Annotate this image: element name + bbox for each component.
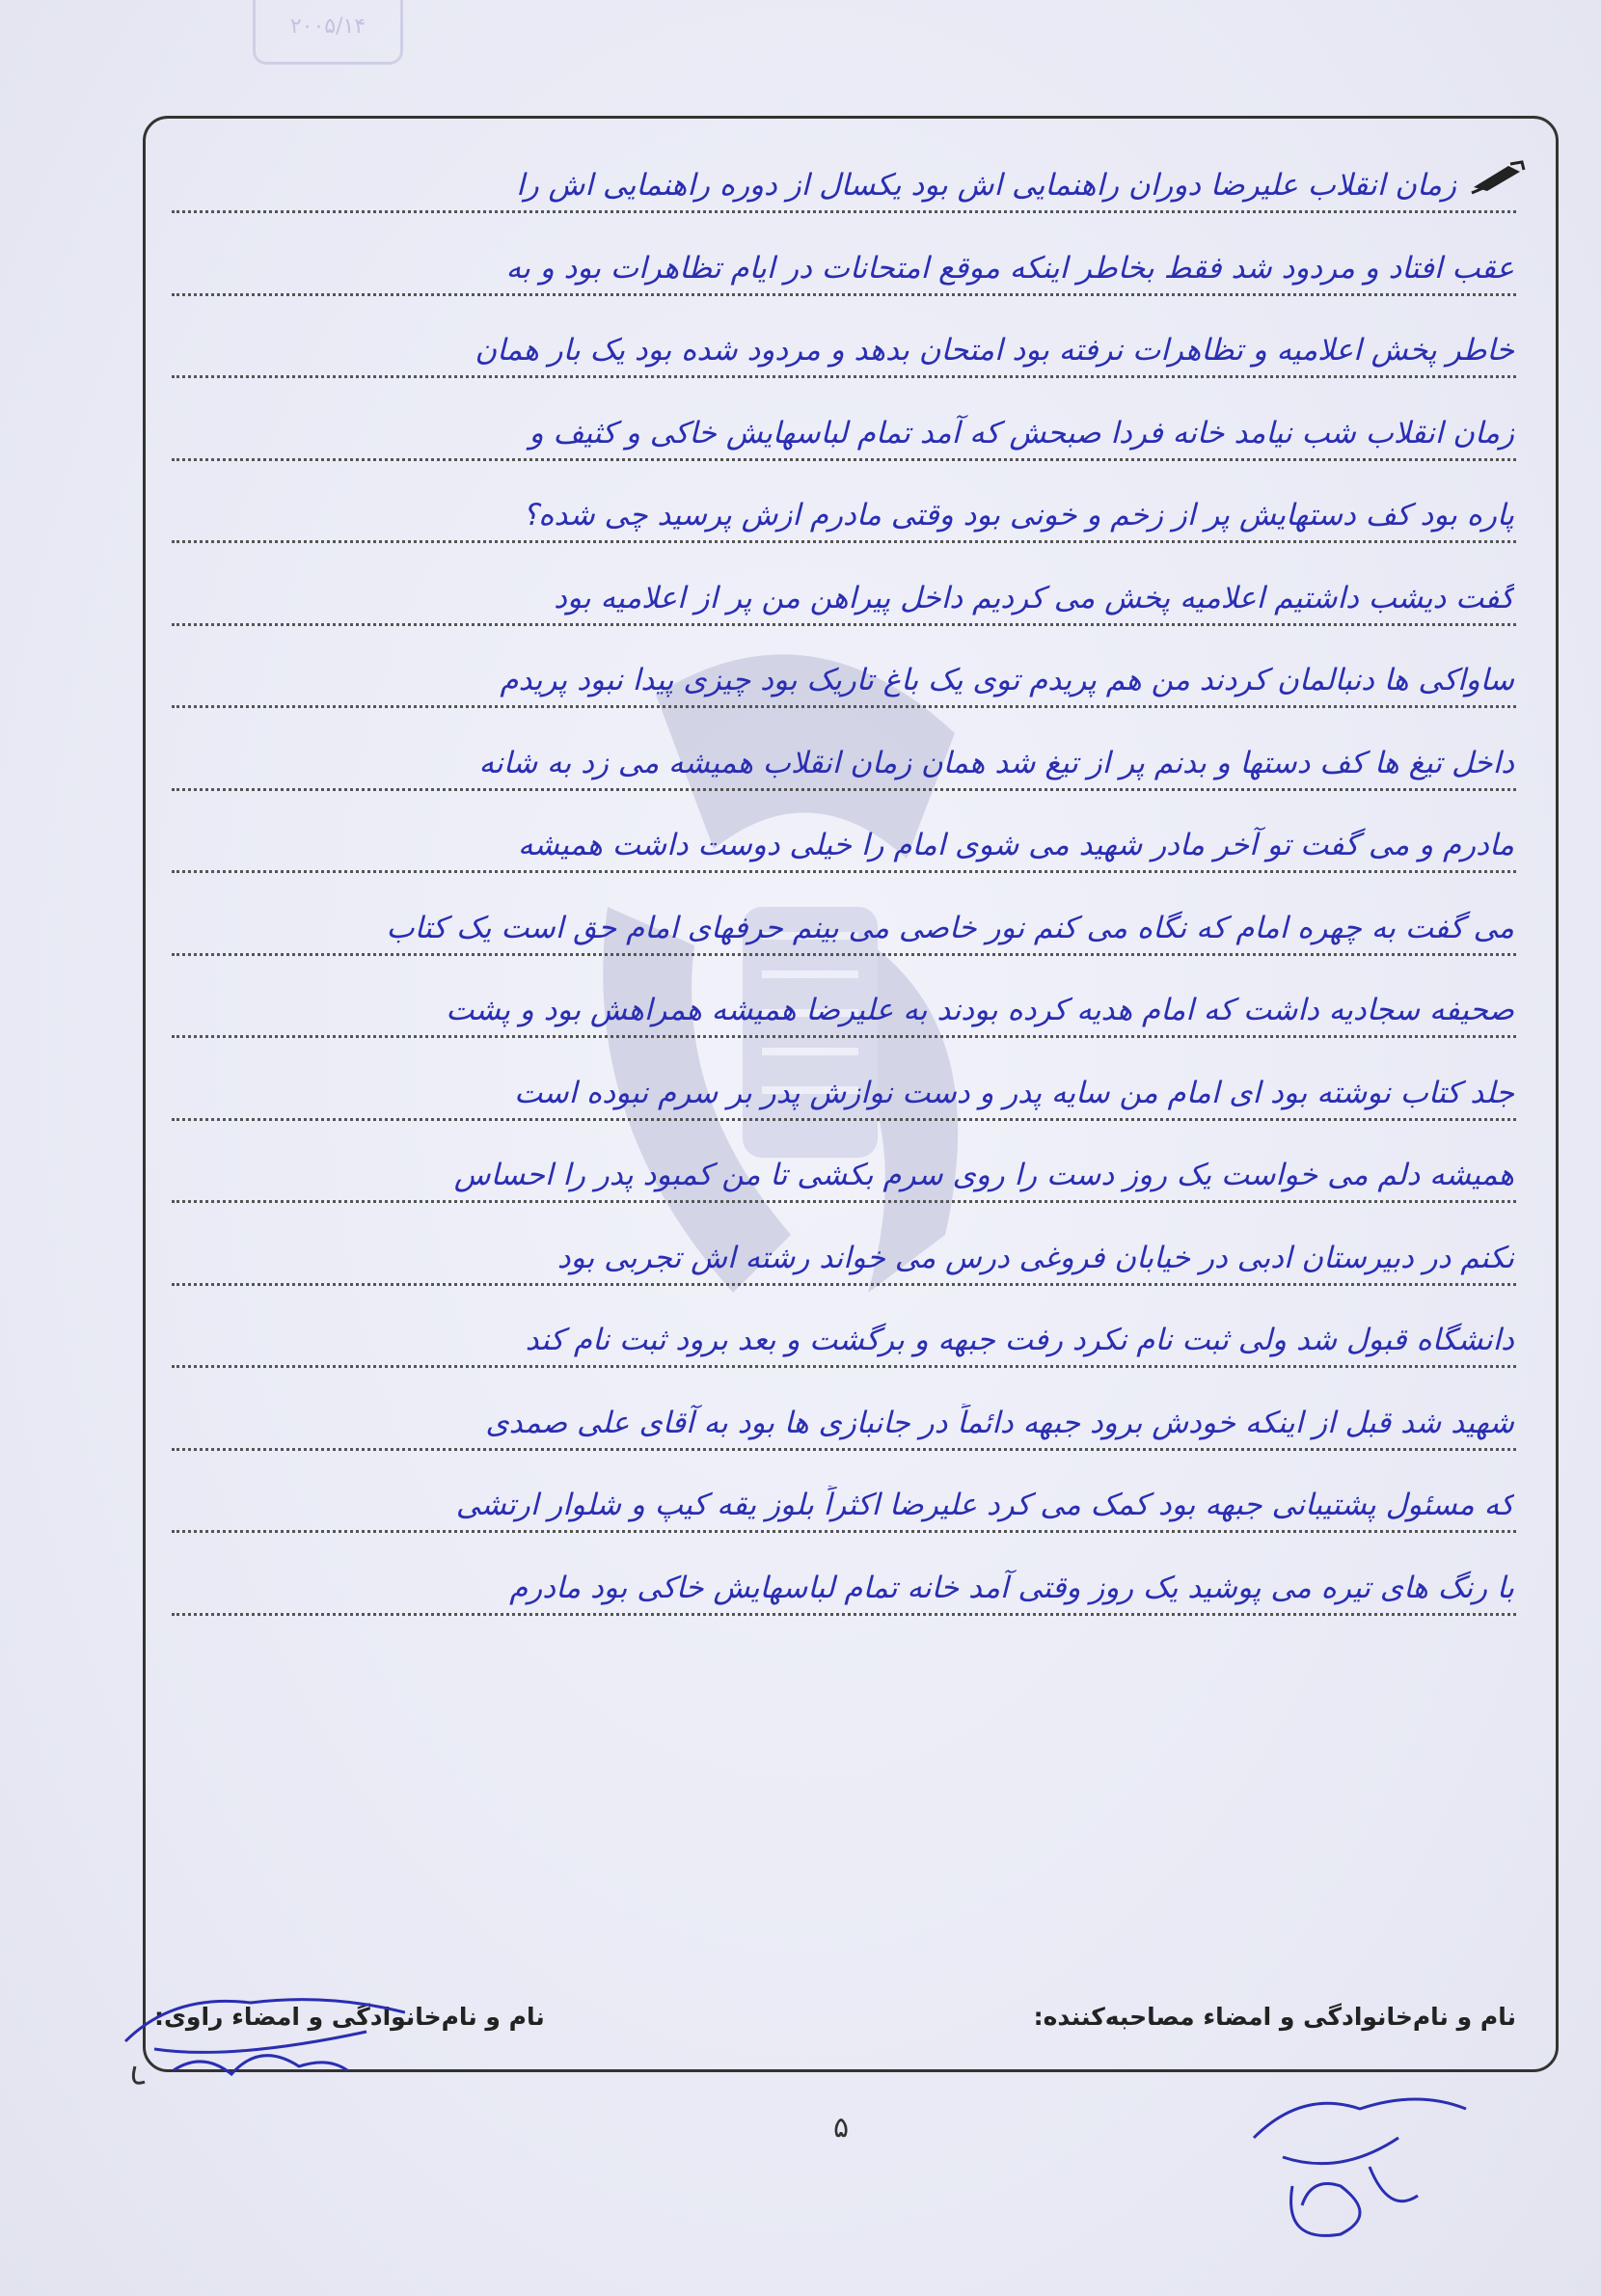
handwritten-line: زمان انقلاب علیرضا دوران راهنمایی اش بود یکسال از دوره راهنمایی اش را: [516, 168, 1456, 203]
dotted-rule: [172, 1448, 1516, 1451]
pen-icon: [1470, 158, 1526, 195]
handwritten-line: پاره بود کف دستهایش پر از زخم و خونی بود وقتی مادرم ازش پرسید چی شده؟: [522, 498, 1514, 533]
handwritten-line: که مسئول پشتیبانی جبهه بود کمک می کرد علیرضا اکثراً بلوز یقه کیپ و شلوار ارتشی: [455, 1488, 1514, 1522]
dotted-rule: [172, 375, 1516, 378]
dotted-rule: [172, 705, 1516, 708]
handwritten-line: مادرم و می گفت تو آخر مادر شهید می شوی امام را خیلی دوست داشت همیشه: [517, 828, 1514, 862]
dotted-rule: [172, 1035, 1516, 1038]
archive-stamp: ۲۰۰۵/۱۴: [253, 0, 403, 65]
dotted-rule: [172, 293, 1516, 296]
dotted-rule: [172, 1613, 1516, 1616]
handwritten-line: گفت دیشب داشتیم اعلامیه پخش می کردیم داخل پیراهن من پر از اعلامیه بود: [554, 580, 1514, 615]
handwritten-line: می گفت به چهره امام که نگاه می کنم نور خاصی می بینم حرفهای امام حق است یک کتاب: [386, 910, 1514, 945]
handwritten-line: دانشگاه قبول شد ولی ثبت نام نکرد رفت جبهه و برگشت و بعد برود ثبت نام کند: [525, 1323, 1514, 1357]
dotted-rule: [172, 870, 1516, 873]
dotted-rule: [172, 540, 1516, 543]
dotted-rule: [172, 1530, 1516, 1533]
interviewer-signature-label: نام و نام‌خانوادگی و امضاء مصاحبه‌کننده:: [1033, 2003, 1516, 2031]
interviewer-signature: [1225, 2070, 1476, 2263]
handwritten-line: ساواکی ها دنبالمان کردند من هم پریدم توی یک باغ تاریک بود چیزی پیدا نبود پریدم: [500, 663, 1514, 697]
narrator-signature: [116, 1974, 405, 2090]
handwritten-line: داخل تیغ ها کف دستها و بدنم پر از تیغ شد همان زمان انقلاب همیشه می زد به شانه: [478, 745, 1514, 780]
dotted-rule: [172, 1118, 1516, 1121]
dotted-rule: [172, 210, 1516, 213]
dotted-rule: [172, 1200, 1516, 1203]
dotted-rule: [172, 953, 1516, 956]
dotted-rule: [172, 1365, 1516, 1368]
handwritten-line: جلد کتاب نوشته بود ای امام من سایه پدر و دست نوازش پدر بر سرم نبوده است: [514, 1075, 1514, 1110]
handwritten-line: با رنگ های تیره می پوشید یک روز وقتی آمد خانه تمام لباسهایش خاکی بود مادرم: [509, 1570, 1514, 1605]
handwritten-line: زمان انقلاب شب نیامد خانه فردا صبحش که آمد تمام لباسهایش خاکی و کثیف و: [529, 415, 1514, 451]
dotted-rule: [172, 623, 1516, 626]
handwritten-line: همیشه دلم می خواست یک روز دست را روی سرم بکشی تا من کمبود پدر را احساس: [453, 1158, 1514, 1192]
handwritten-line: خاطر پخش اعلامیه و تظاهرات نرفته بود امتحان بدهد و مردود شده بود یک بار همان: [475, 333, 1514, 368]
narrator-signature-label: نام و نام‌خانوادگی و امضاء راوی:: [154, 2003, 545, 2031]
handwritten-line: صحیفه سجادیه داشت که امام هدیه کرده بودند به علیرضا همیشه همراهش بود و پشت: [446, 993, 1514, 1027]
dotted-rule: [172, 458, 1516, 461]
page-number: ۵: [833, 2111, 850, 2145]
handwritten-line: شهید شد قبل از اینکه خودش برود جبهه دائماً در جانبازی ها بود به آقای علی صمدی: [485, 1405, 1514, 1440]
dotted-rule: [172, 788, 1516, 791]
handwritten-line: عقب افتاد و مردود شد فقط بخاطر اینکه موقع امتحانات در ایام تظاهرات بود و به: [505, 250, 1514, 286]
handwritten-line: نکنم در دبیرستان ادبی در خیابان فروغی درس می خواند رشته اش تجربی بود: [556, 1240, 1514, 1275]
dotted-rule: [172, 1283, 1516, 1286]
